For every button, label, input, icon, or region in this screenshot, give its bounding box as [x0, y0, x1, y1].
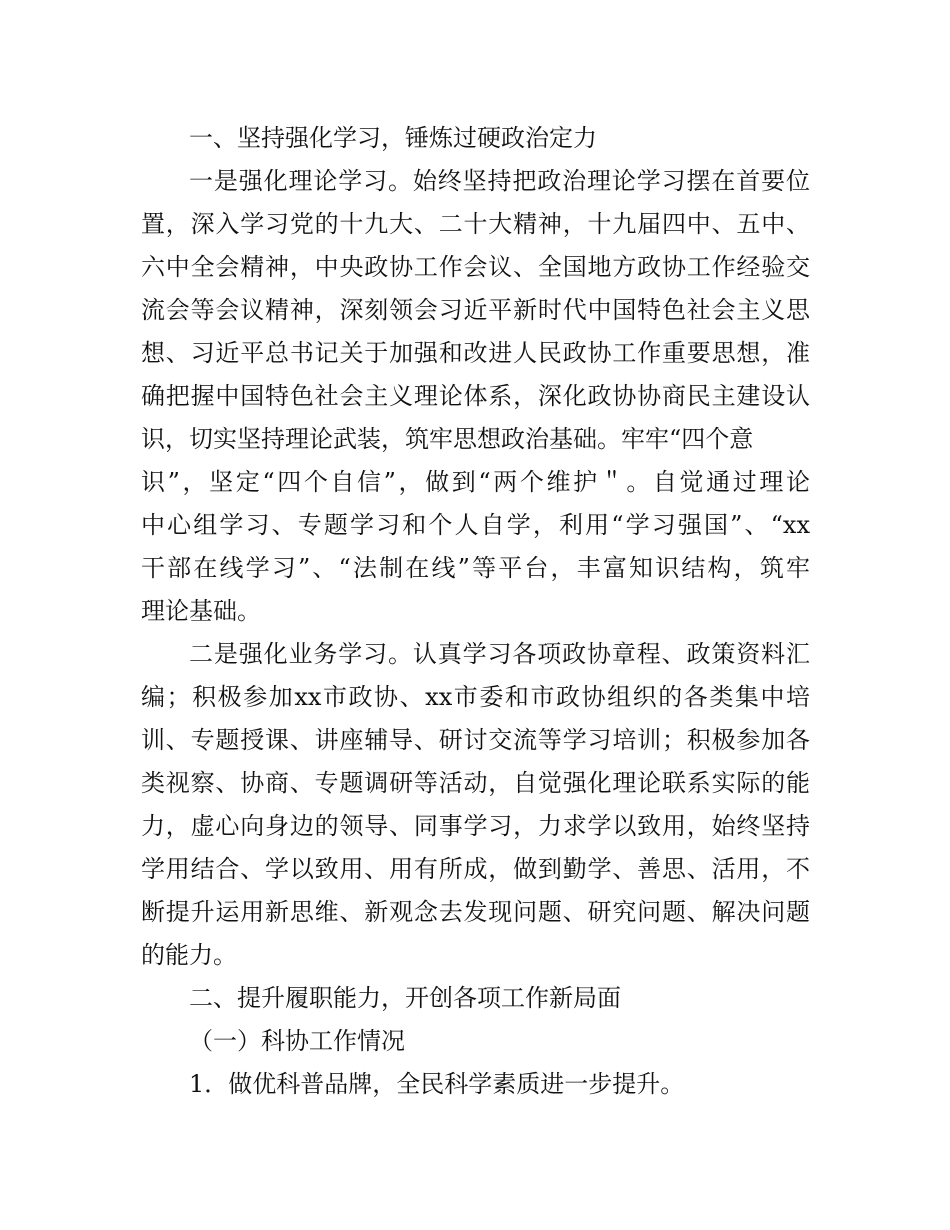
- paragraph-2-line: 断提升运用新思维、新观念去发现问题、研究问题、解决问题: [141, 898, 810, 926]
- paragraph-2-line: 学用结合、学以致用、用有所成，做到勤学、善思、活用，不: [141, 855, 810, 883]
- paragraph-1-line: 识，切实坚持理论武装，筑牢思想政治基础。牢牢“四个意: [141, 425, 754, 453]
- paragraph-2-line: 类视察、协商、专题调研等活动，自觉强化理论联系实际的能: [141, 769, 810, 797]
- subsection-heading: （一）科协工作情况: [189, 1027, 405, 1055]
- section-heading-1: 一、坚持强化学习，锤炼过硬政治定力: [189, 124, 597, 152]
- paragraph-1-line: 置，深入学习党的十九大、二十大精神，十九届四中、五中、: [141, 210, 810, 238]
- paragraph-1-line: 理论基础。: [141, 597, 261, 625]
- paragraph-2-line: 训、专题授课、讲座辅导、研讨交流等学习培训；积极参加各: [141, 726, 810, 754]
- paragraph-2-line: 编；积极参加xx市政协、xx市委和市政协组织的各类集中培: [141, 683, 810, 711]
- section-heading-2: 二、提升履职能力，开创各项工作新局面: [189, 984, 621, 1012]
- paragraph-1-line: 想、习近平总书记关于加强和改进人民政协工作重要思想，准: [141, 339, 810, 367]
- paragraph-2-line: 力，虚心向身边的领导、同事学习，力求学以致用，始终坚持: [141, 812, 810, 840]
- paragraph-1-line: 干部在线学习”、“法制在线”等平台，丰富知识结构，筑牢: [141, 554, 810, 582]
- paragraph-2-line: 的能力。: [141, 941, 237, 969]
- paragraph-1-line: 六中全会精神，中央政协工作会议、全国地方政协工作经验交: [141, 253, 810, 281]
- paragraph-1-line: 一是强化理论学习。始终坚持把政治理论学习摆在首要位: [189, 167, 810, 195]
- paragraph-1-line: 确把握中国特色社会主义理论体系，深化政协协商民主建设认: [141, 382, 810, 410]
- paragraph-1-line: 流会等会议精神，深刻领会习近平新时代中国特色社会主义思: [141, 296, 810, 324]
- paragraph-1-line: 中心组学习、专题学习和个人自学，利用“学习强国”、“xx: [141, 511, 810, 539]
- paragraph-1-line: 识”，坚定“四个自信”，做到“两个维护＂。自觉通过理论: [141, 468, 810, 496]
- list-item-1: 1．做优科普品牌，全民科学素质进一步提升。: [189, 1070, 685, 1098]
- paragraph-2-line: 二是强化业务学习。认真学习各项政协章程、政策资料汇: [189, 640, 810, 668]
